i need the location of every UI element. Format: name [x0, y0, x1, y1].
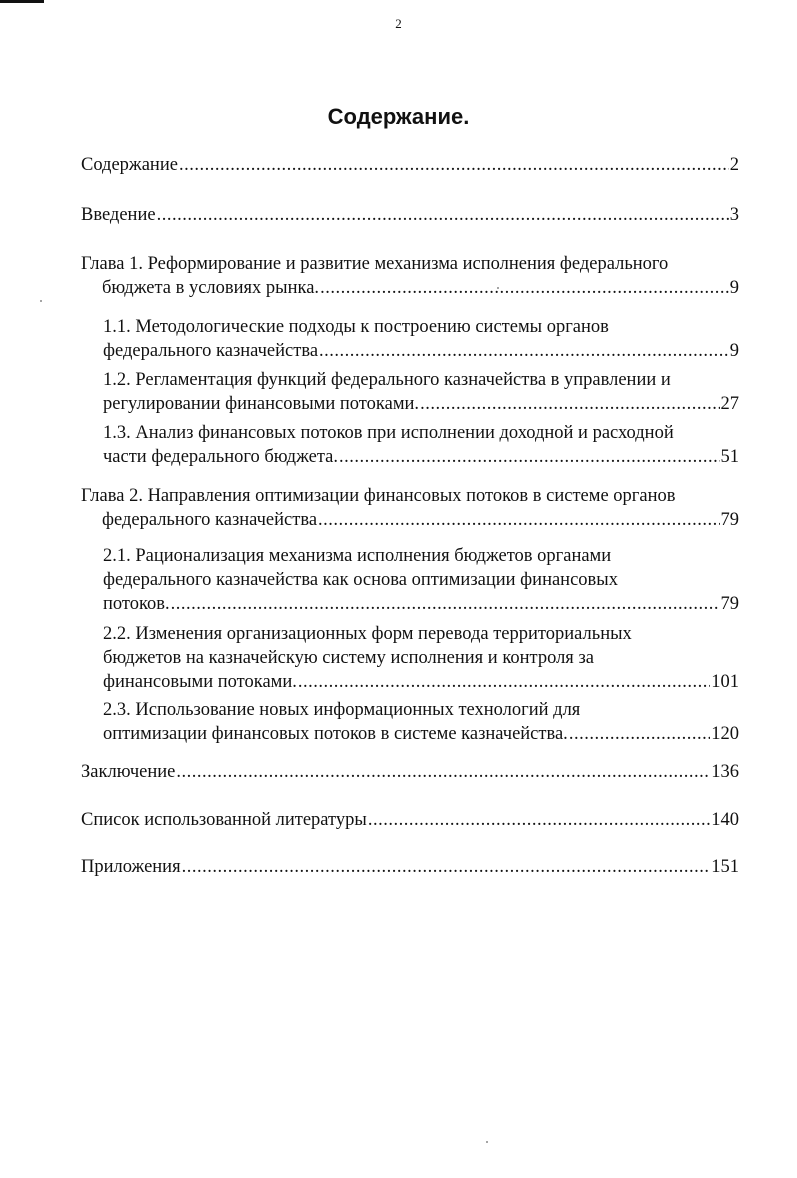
toc-entry-appendices[interactable] — [81, 855, 739, 879]
toc-entry-line — [81, 153, 739, 177]
toc-entry-text: Заключение — [81, 762, 176, 782]
toc-entry-line: Глава 2. Направления оптимизации финансовых потоков в системе органов — [81, 486, 676, 506]
toc-entry-conclusion[interactable] — [81, 760, 739, 784]
dot-leader — [320, 276, 729, 300]
toc-entry-line: 2.3. Использование новых информационных технологий для — [103, 700, 581, 720]
toc-entry-text: Список использованной литературы — [81, 810, 367, 830]
dot-leader — [569, 722, 710, 746]
toc-entry-line — [103, 670, 739, 694]
dot-leader — [179, 153, 729, 177]
toc-entry-line: федерального казначейства как основа оптимизации финансовых — [103, 570, 618, 590]
scan-speck — [497, 287, 499, 289]
toc-entry-section-1-1[interactable] — [103, 315, 739, 363]
toc-entry-line — [81, 760, 739, 784]
toc-entry-line — [81, 855, 739, 879]
page-number: 2 — [395, 16, 402, 31]
dot-leader — [182, 855, 711, 879]
toc-page-number: 9 — [729, 278, 739, 298]
toc-entry-text: части федерального бюджета. — [103, 447, 338, 467]
toc-page-number: 140 — [711, 810, 739, 830]
toc-entry-section-2-1[interactable] — [103, 544, 739, 616]
toc-page-number: 3 — [729, 205, 739, 225]
dot-leader — [171, 592, 720, 616]
toc-entry-line — [103, 592, 739, 616]
toc-page-number: 120 — [711, 724, 739, 744]
toc-page-number: 2 — [729, 155, 739, 175]
toc-entry-section-2-2[interactable] — [103, 622, 739, 694]
toc-page-number: 9 — [729, 341, 739, 361]
toc-entry-line — [81, 203, 739, 227]
scan-speck — [486, 1141, 488, 1143]
toc-entry-text: Введение — [81, 205, 156, 225]
toc-entry-text: Содержание — [81, 155, 178, 175]
toc-entry-section-2-3[interactable] — [103, 698, 739, 746]
toc-entry-text: Приложения — [81, 857, 181, 877]
dot-leader — [368, 808, 710, 832]
toc-entry-text: финансовыми потоками. — [103, 672, 297, 692]
toc-entry-introduction[interactable] — [81, 203, 739, 227]
toc-entry-line: 1.3. Анализ финансовых потоков при исполнении доходной и расходной — [103, 423, 674, 443]
dot-leader — [157, 203, 729, 227]
toc-entry-line — [103, 445, 739, 469]
scan-speck — [40, 300, 42, 302]
toc-entry-line: бюджетов на казначейскую систему исполнения и контроля за — [103, 648, 594, 668]
toc-entry-bibliography[interactable] — [81, 808, 739, 832]
toc-page-number: 79 — [720, 510, 739, 530]
toc-entry-chapter-1[interactable] — [81, 252, 739, 300]
toc-entry-line: 2.2. Изменения организационных форм перевода территориальных — [103, 624, 632, 644]
toc-page-number: 136 — [711, 762, 739, 782]
scan-corner-mark — [0, 0, 44, 3]
toc-entry-line — [81, 808, 739, 832]
toc-entry-text: оптимизации финансовых потоков в системе казначейства. — [103, 724, 568, 744]
toc-entry-line: Глава 1. Реформирование и развитие механизма исполнения федерального — [81, 254, 669, 274]
toc-entry-line — [103, 392, 739, 416]
toc-page-number: 51 — [720, 447, 739, 467]
toc-entry-line — [81, 508, 739, 532]
dot-leader — [318, 508, 719, 532]
toc-entry-text: регулировании финансовыми потоками. — [103, 394, 420, 414]
toc-page-number: 151 — [711, 857, 739, 877]
toc-entry-line — [103, 339, 739, 363]
toc-entry-line — [81, 276, 739, 300]
dot-leader — [298, 670, 710, 694]
toc-page-number: 27 — [720, 394, 739, 414]
toc-page-number: 79 — [720, 594, 739, 614]
toc-entry-line — [103, 722, 739, 746]
toc-entry-text: федерального казначейства — [102, 510, 318, 530]
toc-entry-line: 1.1. Методологические подходы к построению системы органов — [103, 317, 609, 337]
toc-entry-text: федерального казначейства — [103, 341, 319, 361]
dot-leader — [339, 445, 720, 469]
toc-entry-section-1-3[interactable] — [103, 421, 739, 469]
toc-entry-text: бюджета в условиях рынка. — [102, 278, 320, 298]
toc-entry-line: 1.2. Регламентация функций федерального казначейства в управлении и — [103, 370, 671, 390]
toc-entry-section-1-2[interactable] — [103, 368, 739, 416]
toc-entry-chapter-2[interactable] — [81, 484, 739, 532]
toc-entry-contents[interactable] — [81, 153, 739, 177]
dot-leader — [176, 760, 710, 784]
dot-leader — [319, 339, 729, 363]
toc-entry-text: потоков. — [103, 594, 170, 614]
toc-page-number: 101 — [711, 672, 739, 692]
dot-leader — [420, 392, 719, 416]
toc-entry-line: 2.1. Рационализация механизма исполнения бюджетов органами — [103, 546, 612, 566]
toc-title: Содержание. — [327, 104, 470, 129]
